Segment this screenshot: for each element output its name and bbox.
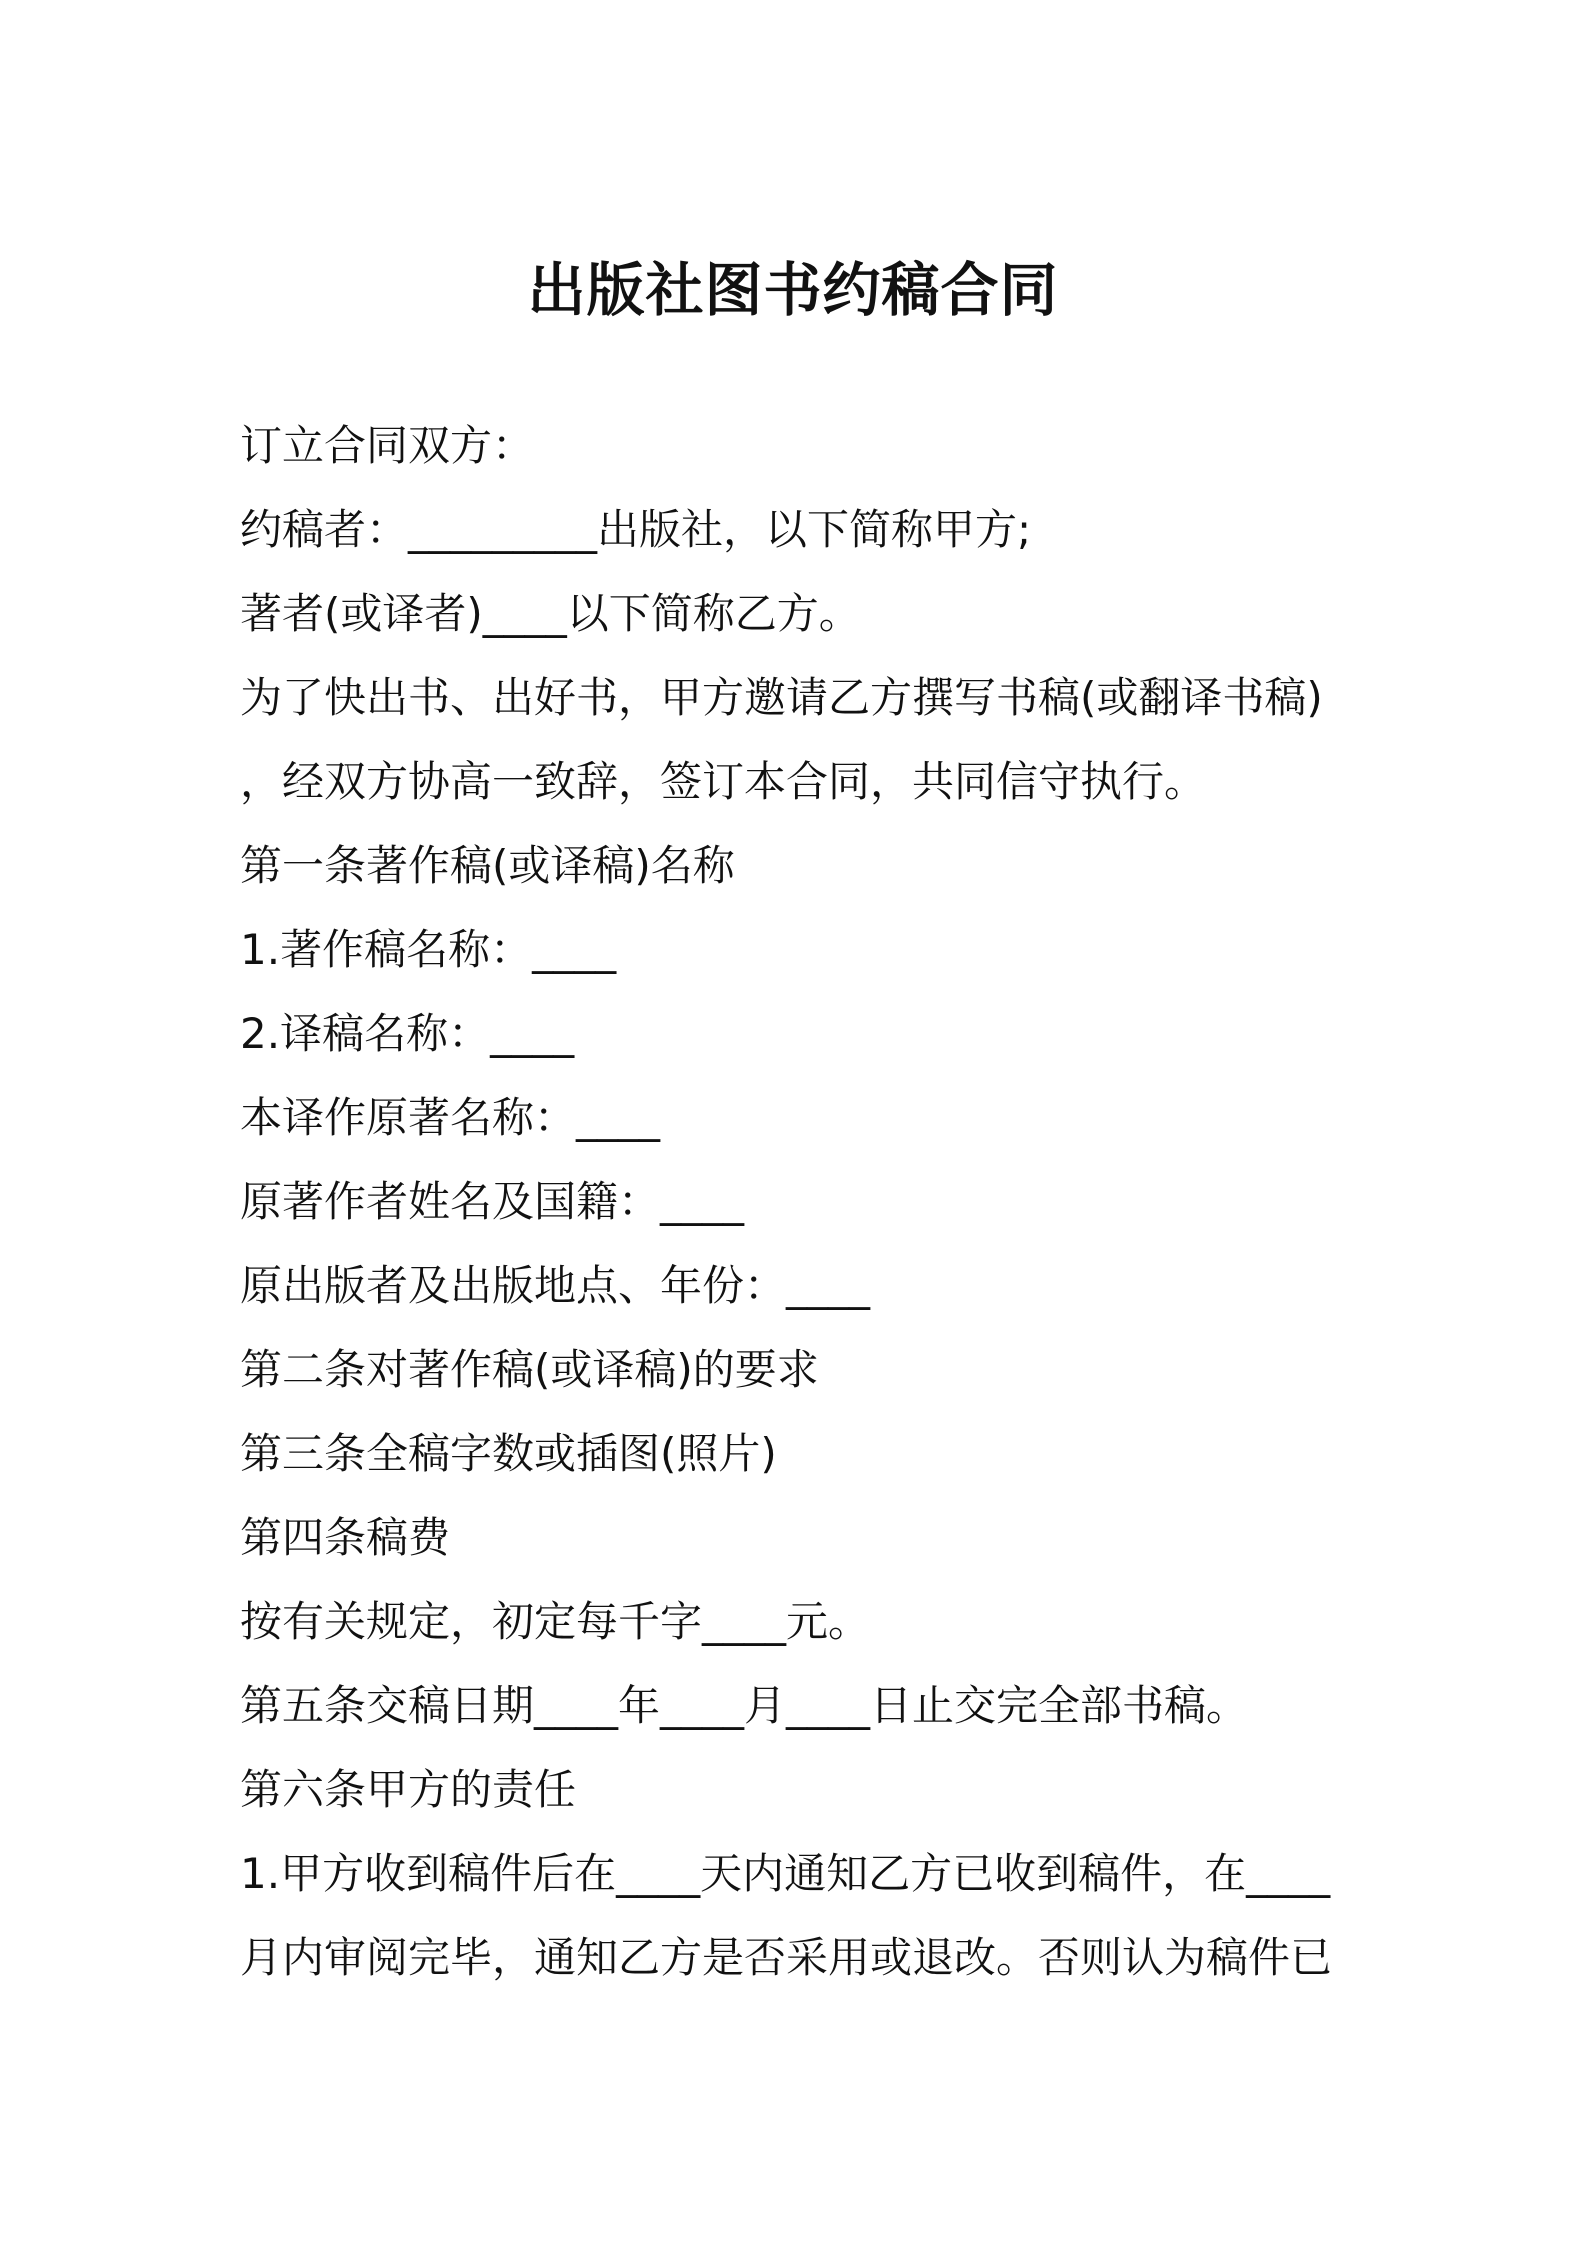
text-line: 为了快出书、出好书，甲方邀请乙方撰写书稿(或翻译书稿) [240, 673, 1323, 722]
text-line: 著者(或译者)____以下简称乙方。 [240, 589, 861, 638]
text-line: 本译作原著名称：____ [240, 1093, 661, 1142]
text-line: 按有关规定，初定每千字____元。 [240, 1597, 871, 1646]
text-line: 月内审阅完毕，通知乙方是否采用或退改。否则认为稿件已 [240, 1933, 1333, 1982]
text-line: 第三条全稿字数或插图(照片) [240, 1429, 777, 1478]
text-line: ，经双方协高一致辞，签订本合同，共同信守执行。 [240, 757, 1207, 806]
text-line: 第一条著作稿(或译稿)名称 [240, 841, 735, 890]
document-body [240, 404, 1355, 2000]
text-line: 1.著作稿名称：____ [240, 925, 617, 974]
text-line: 1.甲方收到稿件后在____天内通知乙方已收到稿件，在____ [240, 1849, 1331, 1898]
text-line: 约稿者：_________出版社，以下简称甲方; [240, 505, 1032, 554]
text-line: 第四条稿费 [240, 1513, 451, 1562]
text-line: 原出版者及出版地点、年份：____ [240, 1261, 871, 1310]
text-line: 第二条对著作稿(或译稿)的要求 [240, 1345, 819, 1394]
document-title: 出版社图书约稿合同 [527, 256, 1059, 324]
text-line: 第五条交稿日期____年____月____日止交完全部书稿。 [240, 1681, 1249, 1730]
text-line: 第六条甲方的责任 [240, 1765, 577, 1814]
text-line: 原著作者姓名及国籍：____ [240, 1177, 745, 1226]
text-line: 2.译稿名称：____ [240, 1009, 575, 1058]
text-line: 订立合同双方： [240, 421, 535, 470]
